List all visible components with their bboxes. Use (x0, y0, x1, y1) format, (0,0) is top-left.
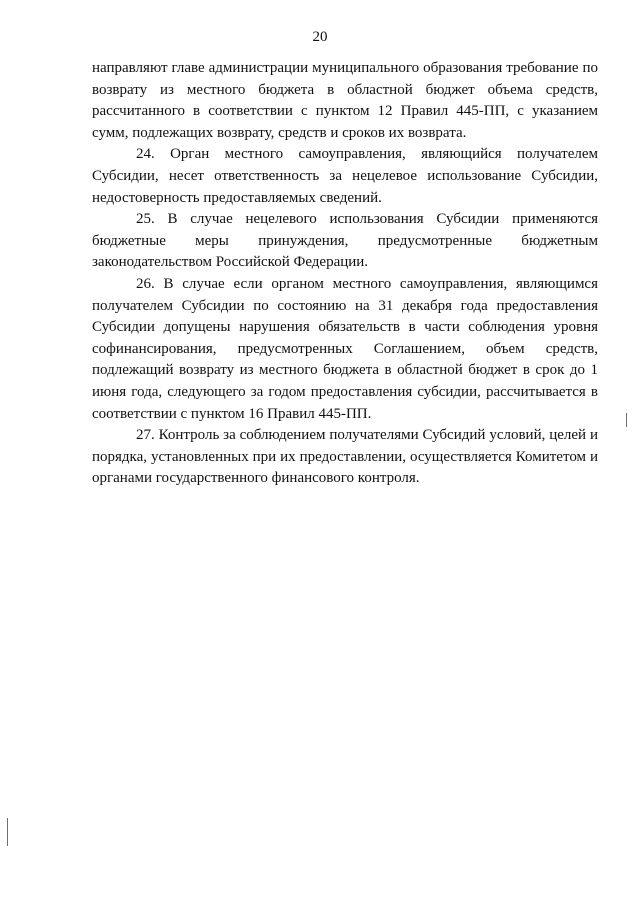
paragraph-item-26: 26. В случае если органом местного самоуправления, являющимся получателем Субсидии по состоянию на 31 декабря года предоставления Субсидии допущены нарушения обязательств в части соблюдения уровня софинансирования, предусмотренных Соглашением, объем средств, подлежащий возврату из местного бюджета в областной бюджет в срок до 1 июня года, следующего за годом предоставления субсидии, рассчитывается в соответствии с пунктом 16 Правил 445-ПП. (92, 275, 598, 422)
scan-edge-mark-right (626, 413, 627, 427)
page-number: 20 (312, 29, 328, 45)
paragraph-item-24: 24. Орган местного самоуправления, являющийся получателем Субсидии, несет ответственность за нецелевое использование Субсидии, недостоверность предоставляемых сведений. (92, 146, 598, 206)
scan-edge-mark-left (7, 818, 8, 846)
document-body (92, 58, 598, 490)
paragraph-continuation: направляют главе администрации муниципального образования требование по возврату из местного бюджета в областной бюджет объема средств, рассчитанного в соответствии с пунктом 12 Правил 445-ПП, с указанием сумм, подлежащих возврату, средств и сроков их возврата. (92, 60, 598, 141)
paragraph-item-25: 25. В случае нецелевого использования Субсидии применяются бюджетные меры принуждения, предусмотренные бюджетным законодательством Российской Федерации. (92, 211, 598, 271)
paragraph-item-27: 27. Контроль за соблюдением получателями Субсидий условий, целей и порядка, установленных при их предоставлении, осуществляется Комитетом и органами государственного финансового контроля. (92, 427, 598, 487)
